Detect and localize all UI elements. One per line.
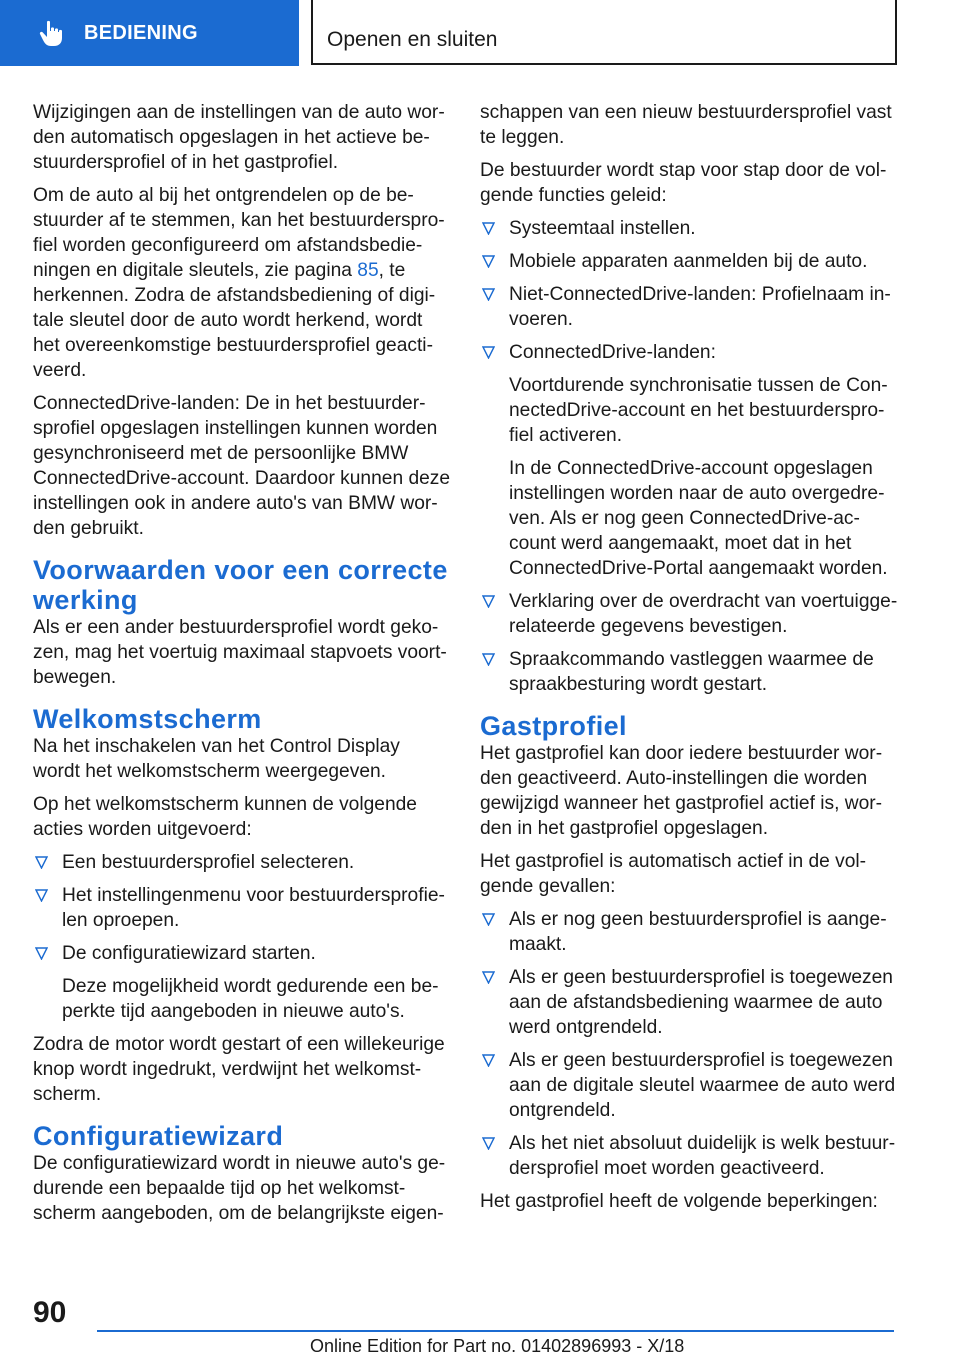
paragraph: Zodra de motor wordt gestart of een willekeurige knop wordt ingedrukt, verdwijnt het welkomst-scherm. (33, 1034, 445, 1105)
list-item-text: Als er nog geen bestuurdersprofiel is aange-maakt. (509, 909, 887, 955)
page-reference-link[interactable]: 85 (357, 260, 379, 281)
list-item (480, 1048, 898, 1123)
chapter-label: BEDIENING (84, 21, 198, 44)
heading-welkomstscherm: Welkomstscherm (33, 704, 262, 734)
list-item-text: Verklaring over de overdracht van voertuigge-relateerde gegevens bevestigen. (509, 591, 898, 637)
hand-pointer-icon (36, 18, 66, 48)
bullet-list (480, 907, 898, 1181)
list-item-text: ConnectedDrive-landen: (509, 342, 716, 363)
list-item (480, 282, 898, 332)
section-title-box (311, 0, 897, 65)
text-run: , te herkennen. Zodra de afstandsbediening of digi-tale sleutel door de auto wordt herkend, wordt het overeenkomstige bestuurdersprofiel geacti-veerd. (33, 260, 436, 381)
paragraph: ConnectedDrive-landen: De in het bestuurder-sprofiel opgeslagen instellingen kunnen worden gesynchroniseerd met de persoonlijke BMW ConnectedDrive-account. Daardoor kunnen deze instellingen ook in andere auto's van BMW wor-den gebruikt. (33, 393, 451, 539)
triangle-bullet-icon (482, 913, 495, 926)
paragraph: Wijzigingen aan de instellingen van de auto wor-den automatisch opgeslagen in het actieve be-stuurdersprofiel of in het gastprofiel. (33, 102, 445, 173)
list-item-subtext: Voortdurende synchronisatie tussen de Con-nectedDrive-account en het bestuurderspro-fiel activeren. (509, 375, 888, 446)
paragraph: Het gastprofiel is automatisch actief in de vol-gende gevallen: (480, 851, 867, 897)
list-item-subtext: In de ConnectedDrive-account opgeslagen instellingen worden naar de auto overgedre-ven. Als er nog geen ConnectedDrive-ac-count werd aangemaakt, moet dat in het ConnectedDrive-Portal aangemaakt worden. (509, 458, 888, 579)
left-column (33, 100, 451, 1234)
list-item (480, 907, 898, 957)
paragraph: De configuratiewizard wordt in nieuwe auto's ge-durende een bepaalde tijd op het welkomst-scherm aangeboden, om de belangrijkste eigen- (33, 1153, 446, 1224)
section-title: Openen en sluiten (327, 28, 498, 51)
triangle-bullet-icon (482, 595, 495, 608)
list-item-text: Systeemtaal instellen. (509, 218, 696, 239)
list-item (33, 883, 451, 933)
list-item-text: Als er geen bestuurdersprofiel is toegewezen aan de afstandsbediening waarmee de auto werd ontgrendeld. (509, 967, 893, 1038)
triangle-bullet-icon (482, 222, 495, 235)
list-item (480, 647, 898, 697)
list-item (480, 216, 898, 241)
paragraph: Het gastprofiel kan door iedere bestuurder wor-den geactiveerd. Auto-instellingen die worden gewijzigd wanneer het gastprofiel actief is, wor-den in het gastprofiel opgeslagen. (480, 743, 883, 839)
triangle-bullet-icon (482, 288, 495, 301)
text-run: Om de auto al bij het ontgrendelen op de be-stuurder af te stemmen, kan het bestuurderspro-fiel worden geconfigureerd om afstandsbedie-ningen en digitale sleutels, zie pagina (33, 185, 445, 281)
bullet-list (33, 850, 451, 1024)
paragraph: De bestuurder wordt stap voor stap door de vol-gende functies geleid: (480, 160, 887, 206)
list-item-text: Als er geen bestuurdersprofiel is toegewezen aan de digitale sleutel waarmee de auto werd ontgrendeld. (509, 1050, 896, 1121)
paragraph: Op het welkomstscherm kunnen de volgende acties worden uitgevoerd: (33, 794, 417, 840)
paragraph: Na het inschakelen van het Control Display wordt het welkomstscherm weergegeven. (33, 736, 400, 782)
list-item (33, 850, 451, 875)
paragraph: schappen van een nieuw bestuurdersprofiel vast te leggen. (480, 102, 892, 148)
heading-gastprofiel: Gastprofiel (480, 711, 627, 741)
page-number: 90 (33, 1296, 67, 1329)
list-item-text: Spraakcommando vastleggen waarmee de spraakbesturing wordt gestart. (509, 649, 874, 695)
list-item-text: Een bestuurdersprofiel selecteren. (62, 852, 355, 873)
triangle-bullet-icon (482, 255, 495, 268)
footer-divider (97, 1330, 894, 1332)
list-item (33, 941, 451, 1024)
triangle-bullet-icon (35, 889, 48, 902)
list-item (480, 965, 898, 1040)
bullet-list (480, 216, 898, 697)
edition-footer: Online Edition for Part no. 01402896993 - X/18 (310, 1336, 685, 1356)
list-item (480, 249, 898, 274)
triangle-bullet-icon (482, 971, 495, 984)
chapter-tab (0, 0, 299, 66)
list-item-text: Niet-ConnectedDrive-landen: Profielnaam in-voeren. (509, 284, 891, 330)
paragraph: Het gastprofiel heeft de volgende beperkingen: (480, 1191, 878, 1212)
triangle-bullet-icon (35, 947, 48, 960)
list-item-text: Het instellingenmenu voor bestuurdersprofie-len oproepen. (62, 885, 445, 931)
list-item (480, 340, 898, 581)
triangle-bullet-icon (482, 1137, 495, 1150)
heading-configuratiewizard: Configuratiewizard (33, 1121, 284, 1151)
triangle-bullet-icon (35, 856, 48, 869)
list-item (480, 589, 898, 639)
heading-voorwaarden: Voorwaarden voor een correcte werking (33, 555, 448, 615)
paragraph: Als er een ander bestuurdersprofiel wordt geko-zen, mag het voertuig maximaal stapvoets voort-bewegen. (33, 617, 447, 688)
list-item-text: Als het niet absoluut duidelijk is welk bestuur-dersprofiel moet worden geactiveerd. (509, 1133, 896, 1179)
triangle-bullet-icon (482, 346, 495, 359)
triangle-bullet-icon (482, 1054, 495, 1067)
list-item-text: Mobiele apparaten aanmelden bij de auto. (509, 251, 868, 272)
list-item (480, 1131, 898, 1181)
paragraph (33, 183, 451, 383)
right-column (480, 100, 898, 1222)
list-item-text: De configuratiewizard starten. (62, 943, 316, 964)
triangle-bullet-icon (482, 653, 495, 666)
list-item-subtext: Deze mogelijkheid wordt gedurende een be-perkte tijd aangeboden in nieuwe auto's. (62, 976, 439, 1022)
